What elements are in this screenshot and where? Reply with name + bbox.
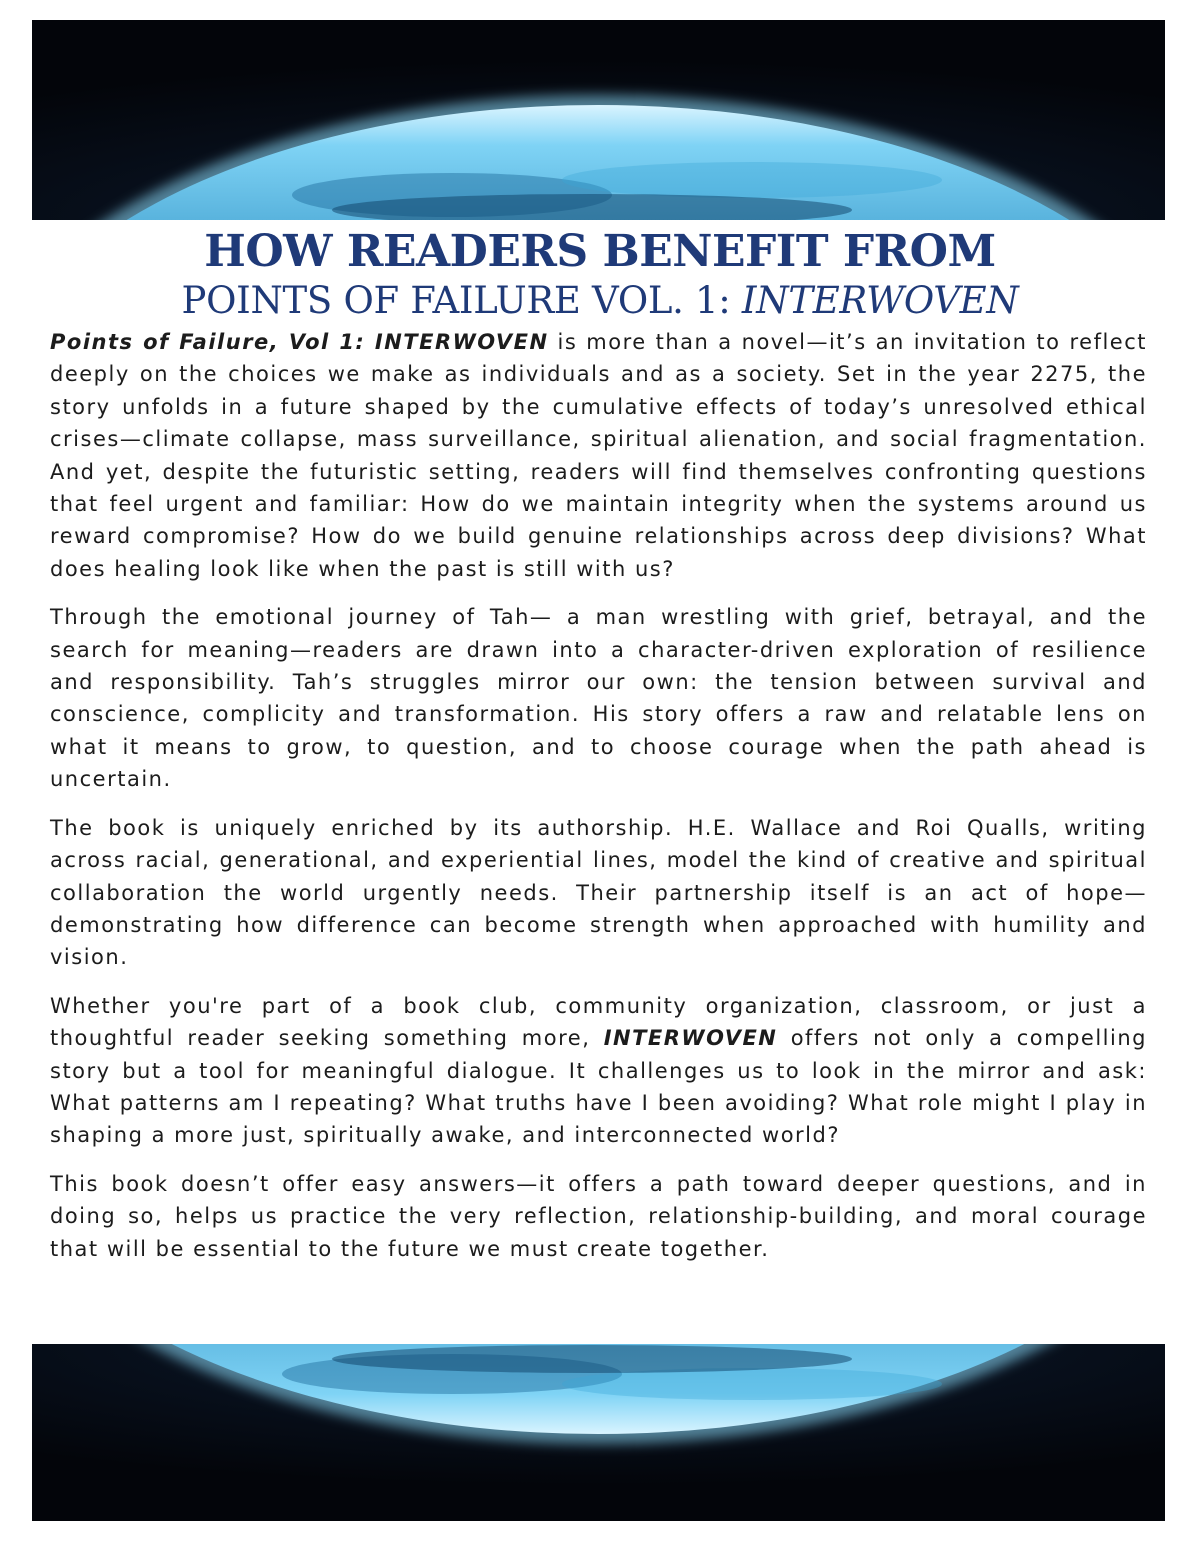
paragraph-5: This book doesn’t offer easy answers—it offers a path toward deeper questions, and in doing so, helps us practice the very reflection, relationship-building, and moral courage that will be essential to the future we must create together.: [50, 1171, 1147, 1261]
paragraph-3: The book is uniquely enriched by its authorship. H.E. Wallace and Roi Qualls, writing across racial, generational, and experiential lines, model the kind of creative and spiritual collaboration the world urgently needs. Their partnership itself is an act of hope—demonstrating how difference can become strength when approached with humility and vision.: [50, 815, 1147, 970]
title-line-2-text: POINTS OF FAILURE VOL. 1:: [181, 279, 742, 322]
title-line-1: HOW READERS BENEFIT FROM: [204, 226, 996, 277]
page-title: [0, 226, 1200, 324]
title-book-name: INTERWOVEN: [741, 279, 1019, 322]
planet-horizon-image: [32, 1344, 1165, 1521]
paragraph-4: [50, 990, 1147, 1152]
top-planet-banner: [32, 20, 1165, 220]
article-body: [50, 326, 1147, 1281]
bottom-planet-banner: [32, 1344, 1165, 1521]
title-line-2: [0, 278, 1200, 324]
book-title-inline: INTERWOVEN: [603, 1026, 778, 1051]
paragraph-1: [50, 326, 1147, 585]
planet-horizon-image: [32, 20, 1165, 220]
book-title-lead: Points of Failure, Vol 1: INTERWOVEN: [50, 330, 549, 354]
paragraph-4-text-before: Whether you're part of a book club, community organization, classroom, or just a thoughtful reader seeking something more,: [50, 993, 1147, 1051]
paragraph-1-text: is more than a novel—it’s an invitation to reflect deeply on the choices we make as individuals and as a society. Set in the year 2275, the story unfolds in a future shaped by the cumulative effects of today’s unresolved ethical crises—climate collapse, mass surveillance, spiritual alienation, and social fragmentation. And yet, despite the futuristic setting, readers will find themselves confronting questions that feel urgent and familiar: How do we maintain integrity when the systems around us reward compromise? How do we build genuine relationships across deep divisions? What does healing look like when the past is still with us?: [50, 330, 1147, 581]
paragraph-2: Through the emotional journey of Tah— a man wrestling with grief, betrayal, and the search for meaning—readers are drawn into a character-driven exploration of resilience and responsibility. Tah’s struggles mirror our own: the tension between survival and conscience, complicity and transformation. His story offers a raw and relatable lens on what it means to grow, to question, and to choose courage when the path ahead is uncertain.: [50, 605, 1147, 792]
paragraph-4-text-after: offers not only a compelling story but a tool for meaningful dialogue. It challenges us to look in the mirror and ask: What patterns am I repeating? What truths have I been avoiding? What role might I play in shaping a more just, spiritually awake, and interconnected world?: [50, 1026, 1147, 1148]
